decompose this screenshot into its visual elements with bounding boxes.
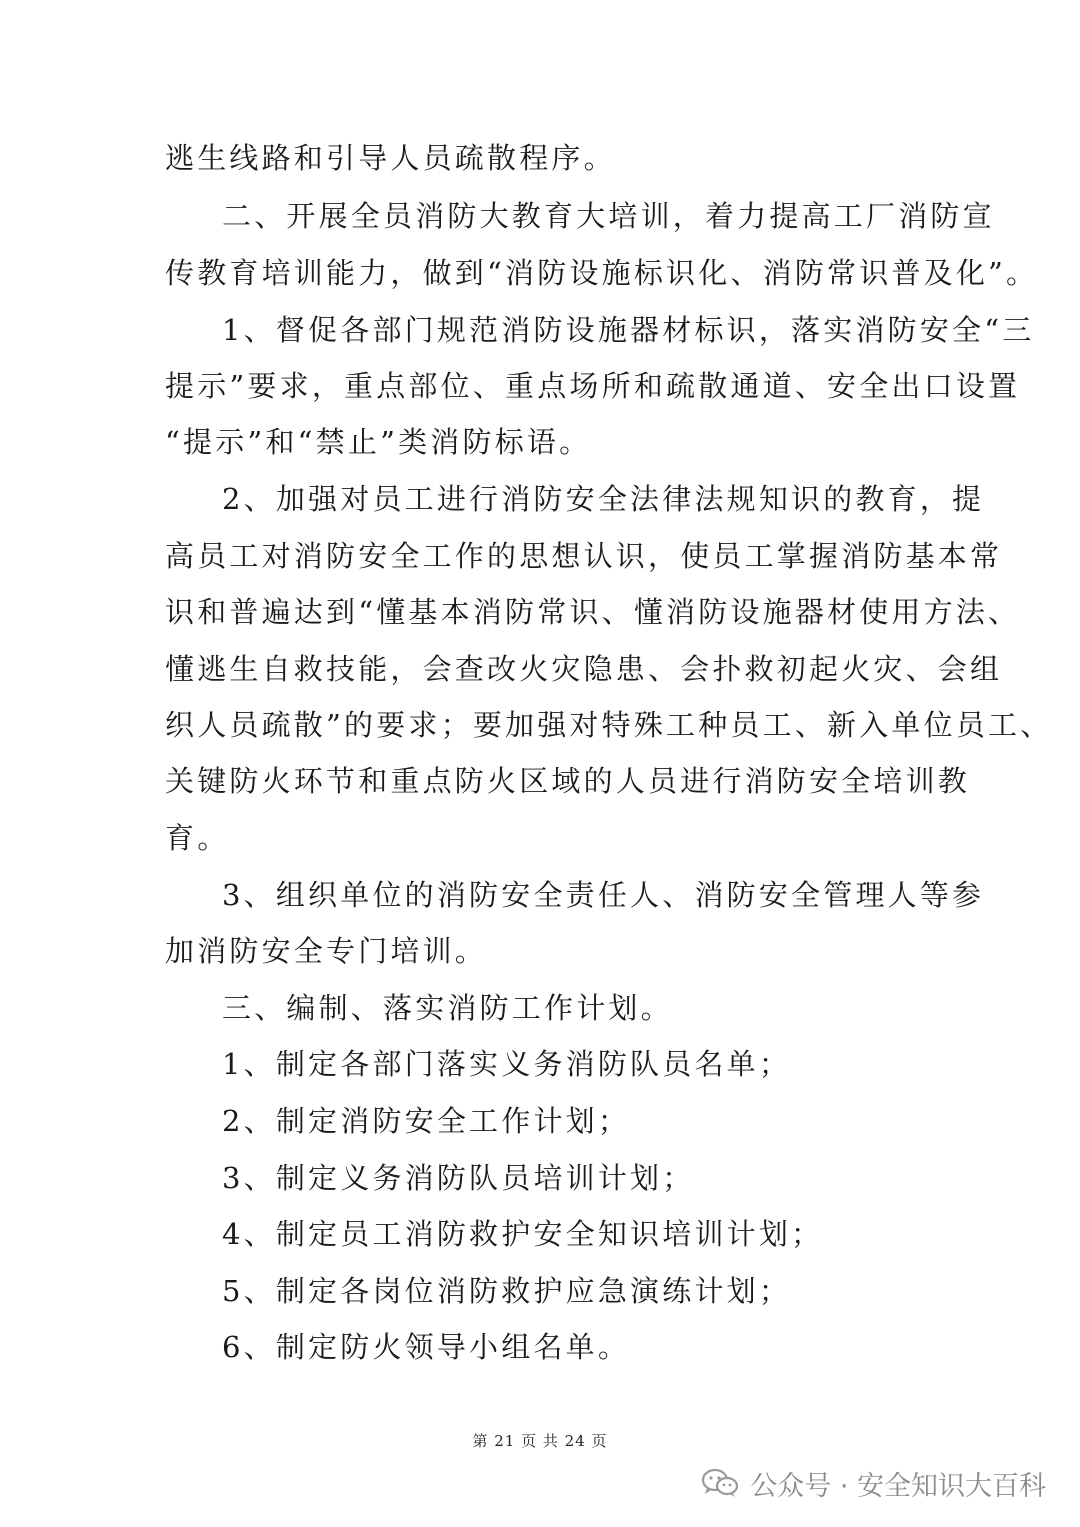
body-line: 懂逃生自救技能，会查改火灾隐患、会扑救初起火灾、会组 [165, 652, 1003, 686]
list-item: 3、制定义务消防队员培训计划； [222, 1161, 695, 1195]
body-line: 逃生线路和引导人员疏散程序。 [165, 141, 616, 175]
list-item: 3、组织单位的消防安全责任人、消防安全管理人等参 [222, 878, 985, 912]
section-heading-3: 三、编制、落实消防工作计划。 [222, 991, 673, 1025]
list-item: 1、督促各部门规范消防设施器材标识，落实消防安全“三 [222, 313, 1035, 347]
section-heading-2: 二、开展全员消防大教育大培训，着力提高工厂消防宣 [222, 199, 995, 233]
list-item: 4、制定员工消防救护安全知识培训计划； [222, 1217, 824, 1251]
body-line: 加消防安全专门培训。 [165, 934, 488, 968]
list-item: 2、制定消防安全工作计划； [222, 1104, 631, 1138]
body-line: “提示”和“禁止”类消防标语。 [165, 425, 592, 459]
body-line: 传教育培训能力，做到“消防设施标识化、消防常识普及化”。 [165, 256, 1039, 290]
body-line: 育。 [165, 821, 230, 855]
body-line: 织人员疏散”的要求；要加强对特殊工种员工、新入单位员工、 [165, 708, 1053, 742]
body-line: 提示”要求，重点部位、重点场所和疏散通道、安全出口设置 [165, 369, 1021, 403]
watermark-text: 公众号 · 安全知识大百科 [750, 1470, 1046, 1502]
list-item: 5、制定各岗位消防救护应急演练计划； [222, 1274, 792, 1308]
list-item: 1、制定各部门落实义务消防队员名单； [222, 1047, 792, 1081]
body-line: 高员工对消防安全工作的思想认识，使员工掌握消防基本常 [165, 539, 1003, 573]
list-item: 2、加强对员工进行消防安全法律法规知识的教育，提 [222, 482, 985, 516]
body-line: 关键防火环节和重点防火区域的人员进行消防安全培训教 [165, 764, 971, 798]
list-item: 6、制定防火领导小组名单。 [222, 1330, 631, 1364]
body-line: 识和普遍达到“懂基本消防常识、懂消防设施器材使用方法、 [165, 595, 1021, 629]
wechat-icon [700, 1467, 740, 1499]
page-number: 第 21 页 共 24 页 [472, 1432, 608, 1450]
watermark [700, 1463, 1046, 1503]
